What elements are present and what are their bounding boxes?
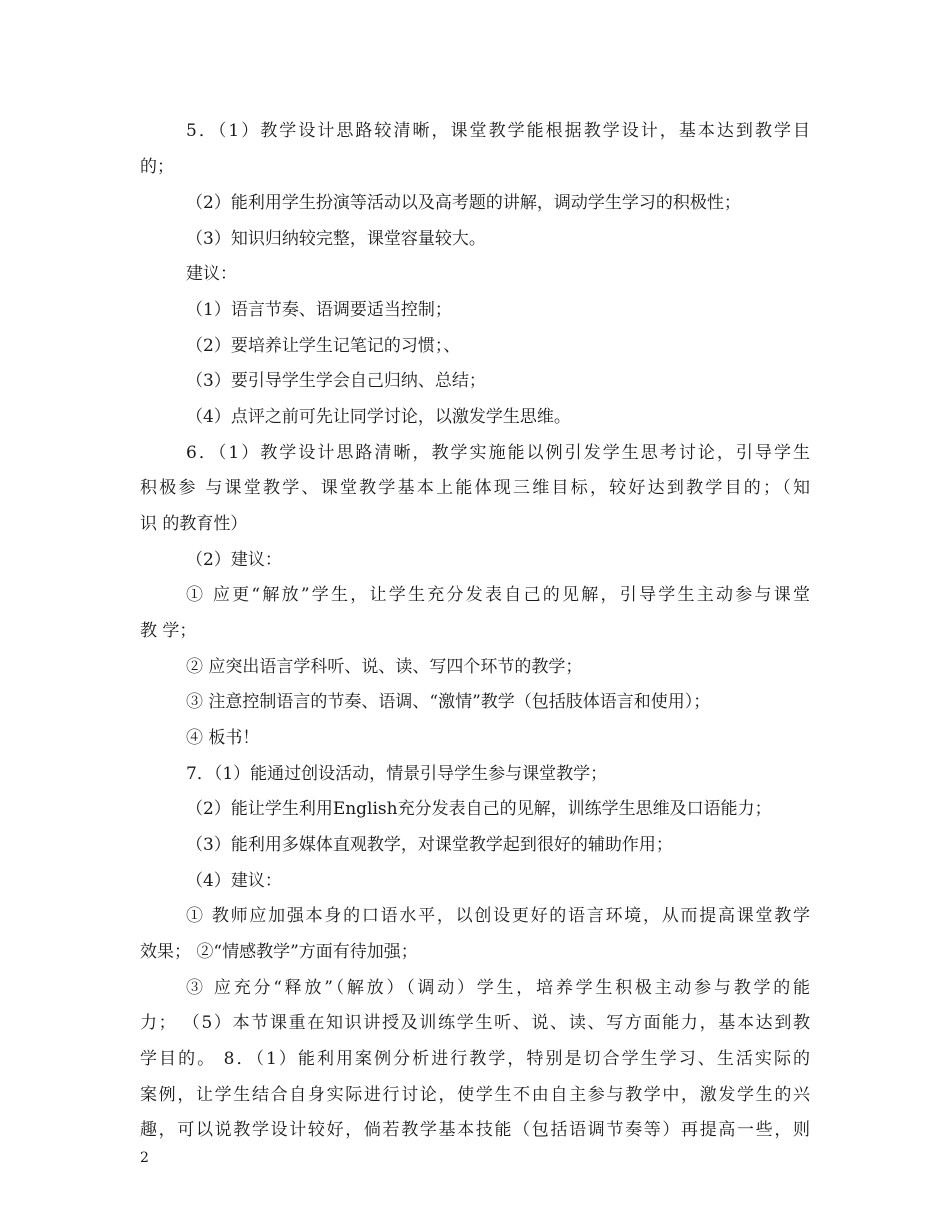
text-line: （3）能利用多媒体直观教学，对课堂教学起到很好的辅助作用； [186, 835, 673, 855]
text-line: 学目的。 8．（1）能利用案例分析进行教学，特别是切合学生学习、生活实际的 [140, 1049, 810, 1069]
text-line: ① 教师应加强本身的口语水平，以创设更好的语言环境，从而提高课堂教学 [186, 906, 810, 926]
text-line: ③ 注意控制语言的节奏、语调、“激情”教学（包括肢体语言和使用）； [186, 692, 711, 712]
text-line: （1）语言节奏、语调要适当控制； [186, 300, 452, 320]
text-line: 力； （5）本节课重在知识讲授及训练学生听、说、读、写方面能力，基本达到教 [140, 1013, 810, 1033]
text-line: 6．（1）教学设计思路清晰，教学实施能以例引发学生思考讨论，引导学生 [186, 443, 810, 463]
text-line: 教 学； [140, 621, 197, 641]
text-line: 识 的教育性） [140, 514, 248, 534]
text-line: （3）要引导学生学会自己归纳、总结； [186, 371, 486, 391]
text-line: 案例，让学生结合自身实际进行讨论，使学生不由自主参与教学中，激发学生的兴 [140, 1085, 810, 1105]
text-line: （2）建议： [186, 550, 282, 570]
text-line: （2）能让学生利用English充分发表自己的见解，训练学生思维及口语能力； [186, 799, 772, 819]
text-line: 效果； ②“情感教学”方面有待加强； [140, 942, 418, 962]
text-line: ② 应突出语言学科听、说、读、写四个环节的教学； [186, 657, 583, 677]
page-number: 2 [140, 1150, 149, 1166]
text-line: （2）能利用学生扮演等活动以及高考题的讲解，调动学生学习的积极性； [186, 193, 741, 213]
text-line: 建议： [186, 264, 237, 284]
text-line: ④ 板书！ [186, 728, 260, 748]
text-line: 趣，可以说教学设计较好，倘若教学基本技能（包括语调节奏等）再提高一些，则 [140, 1120, 810, 1140]
text-line: ① 应更“解放”学生，让学生充分发表自己的见解，引导学生主动参与课堂 [186, 585, 810, 605]
text-line: ③ 应充分“释放”（解放）（调动）学生，培养学生积极主动参与教学的能 [186, 978, 810, 998]
text-line: （2）要培养让学生记笔记的习惯；、 [186, 336, 461, 356]
text-line: 5．（1）教学设计思路较清晰，课堂教学能根据教学设计，基本达到教学目 [186, 121, 810, 141]
text-line: 积极参 与课堂教学、课堂教学基本上能体现三维目标，较好达到教学目的；（知 [140, 478, 810, 498]
text-line: （4）建议： [186, 871, 282, 891]
text-line: 7．（1）能通过创设活动，情景引导学生参与课堂教学； [186, 764, 608, 784]
text-line: （3）知识归纳较完整，课堂容量较大。 [186, 229, 486, 249]
text-line: 的； [140, 157, 174, 177]
text-line: （4）点评之前可先让同学讨论，以激发学生思维。 [186, 407, 571, 427]
